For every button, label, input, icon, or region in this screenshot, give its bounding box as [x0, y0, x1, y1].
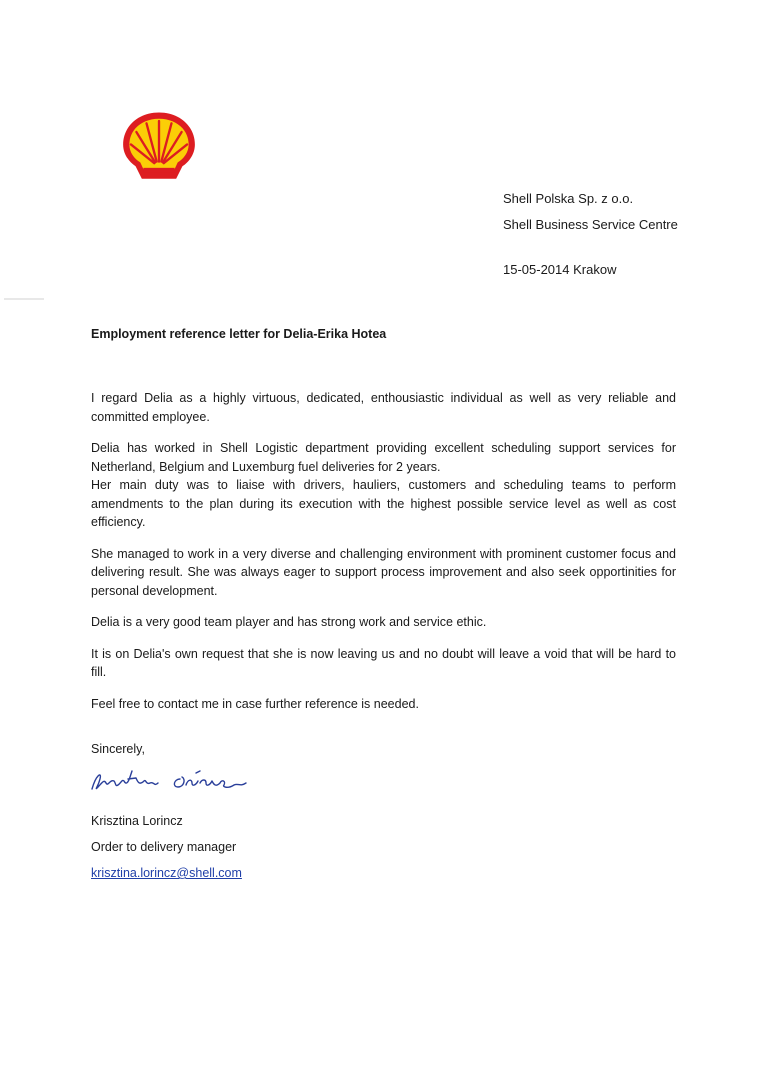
signer-block — [91, 808, 236, 860]
paragraph: It is on Delia's own request that she is now leaving us and no doubt will leave a void that will be hard to fill. — [91, 646, 676, 679]
margin-divider — [4, 298, 44, 300]
signer-email-link[interactable]: krisztina.lorincz@shell.com — [91, 866, 242, 880]
letter-body — [91, 389, 676, 726]
paragraph: Feel free to contact me in case further reference is needed. — [91, 696, 419, 711]
closing: Sincerely, — [91, 742, 145, 756]
company-name: Shell Polska Sp. z o.o. — [503, 191, 634, 206]
paragraph: She managed to work in a very diverse and challenging environment with prominent customer focus and delivering result. She was always eager to support process improvement and also seek opportinities for personal development. — [91, 546, 676, 598]
sender-address — [503, 186, 678, 238]
department-name: Shell Business Service Centre — [503, 217, 678, 232]
shell-pecten-logo-icon — [120, 110, 198, 182]
paragraph: Delia has worked in Shell Logistic department providing excellent scheduling support services for Netherland, Belgium and Luxemburg fuel deliveries for 2 years. — [91, 441, 676, 474]
handwritten-signature — [88, 765, 263, 797]
date-place: 15-05-2014 Krakow — [503, 262, 617, 277]
paragraph: Delia is a very good team player and has strong work and service ethic. — [91, 615, 487, 629]
paragraph: I regard Delia as a highly virtuous, dedicated, enthousiastic individual as well as very reliable and committed employee. — [91, 391, 676, 424]
paragraph: Her main duty was to liaise with drivers, hauliers, customers and scheduling teams to perform amendments to the plan during its execution with the highest possible service level as well as cost efficiency. — [91, 478, 676, 529]
letter-subject: Employment reference letter for Delia-Erika Hotea — [91, 327, 387, 341]
signer-name: Krisztina Lorincz — [91, 814, 183, 828]
signer-title: Order to delivery manager — [91, 840, 237, 854]
